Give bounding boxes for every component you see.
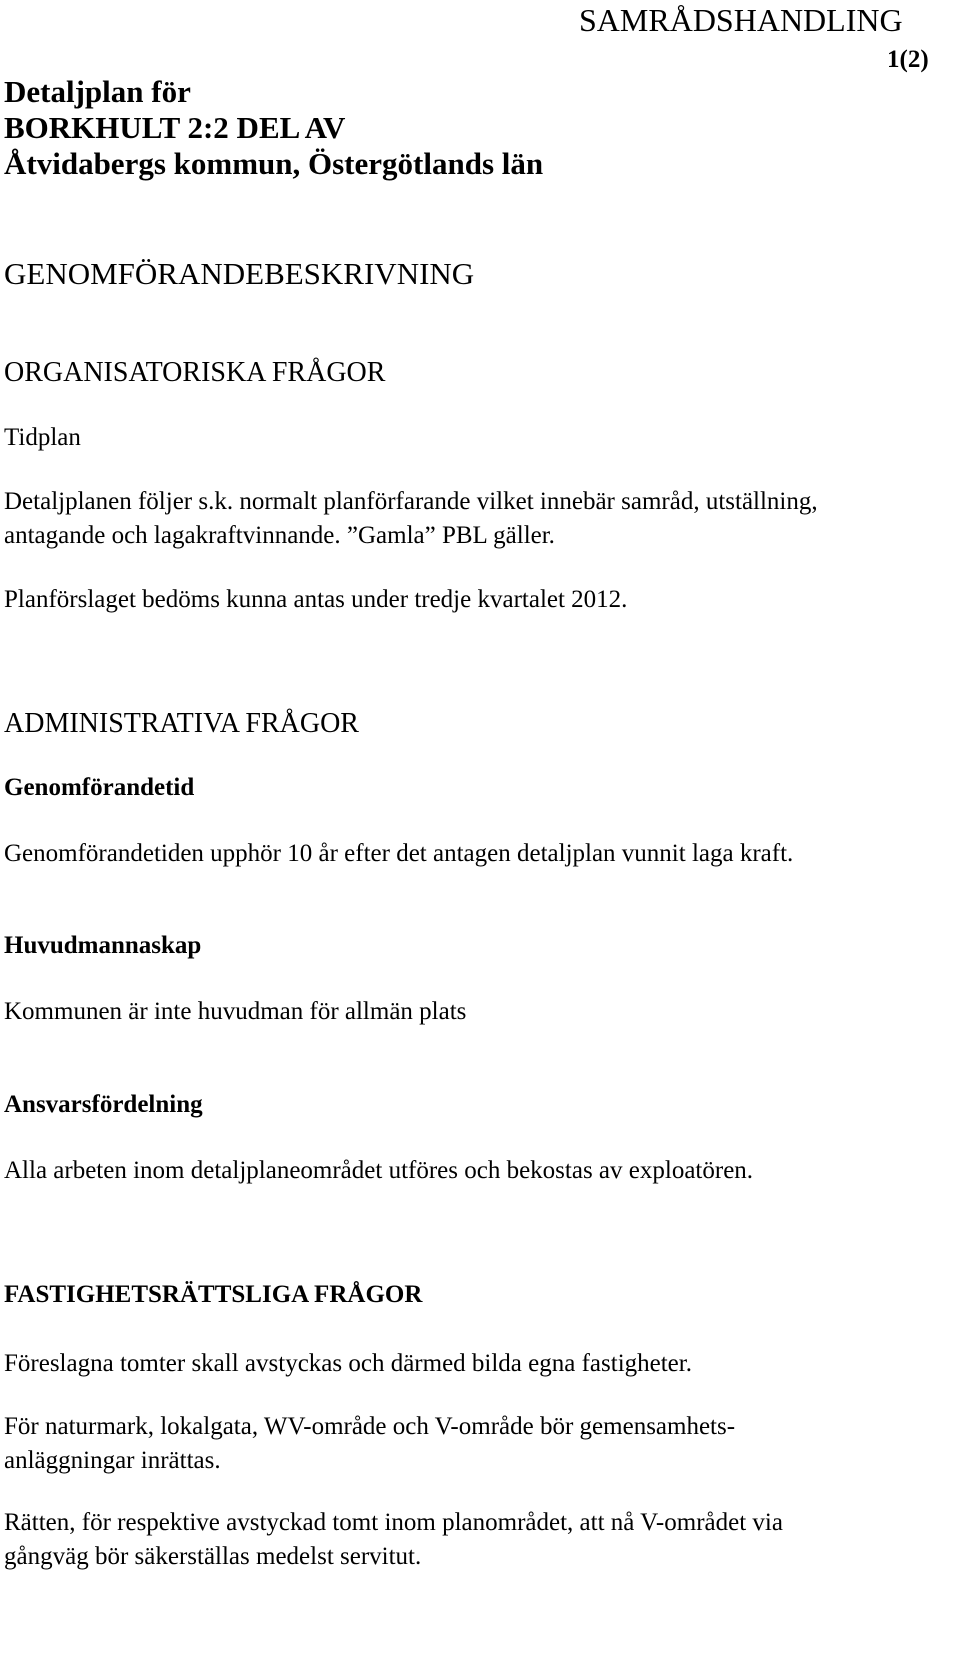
plan-title-line-1: Detaljplan för xyxy=(4,74,191,109)
subheading-genomforandetid: Genomförandetid xyxy=(4,774,195,801)
paragraph-tidplan-line-2: antagande och lagakraftvinnande. ”Gamla” PBL gäller. xyxy=(4,522,555,549)
plan-title-line-2: BORKHULT 2:2 DEL AV xyxy=(4,110,346,145)
subheading-ansvarsfordelning: Ansvarsfördelning xyxy=(4,1091,203,1118)
paragraph-ratten-line-2: gångväg bör säkerställas medelst servitut. xyxy=(4,1543,422,1570)
paragraph-planforslag: Planförslaget bedöms kunna antas under tredje kvartalet 2012. xyxy=(4,586,628,613)
subheading-huvudmannaskap: Huvudmannaskap xyxy=(4,932,202,959)
page-number: 1(2) xyxy=(887,46,929,73)
section-heading-organisatoriska: ORGANISATORISKA FRÅGOR xyxy=(4,357,386,388)
paragraph-tidplan-line-1: Detaljplanen följer s.k. normalt planförfarande vilket innebär samråd, utställning, xyxy=(4,488,818,515)
plan-title-line-3: Åtvidabergs kommun, Östergötlands län xyxy=(4,146,544,181)
document-type-label: SAMRÅDSHANDLING xyxy=(579,2,903,38)
paragraph-genomforandetid: Genomförandetiden upphör 10 år efter det antagen detaljplan vunnit laga kraft. xyxy=(4,840,794,867)
paragraph-naturmark-line-1: För naturmark, lokalgata, WV-område och V-område bör gemensamhets- xyxy=(4,1413,736,1440)
paragraph-tomter: Föreslagna tomter skall avstyckas och därmed bilda egna fastigheter. xyxy=(4,1350,692,1377)
paragraph-ratten-line-1: Rätten, för respektive avstyckad tomt inom planområdet, att nå V-området via xyxy=(4,1509,783,1536)
section-heading-administrativa: ADMINISTRATIVA FRÅGOR xyxy=(4,708,359,739)
section-heading-fastighetsrattsliga: FASTIGHETSRÄTTSLIGA FRÅGOR xyxy=(4,1281,423,1308)
subheading-tidplan: Tidplan xyxy=(4,424,81,451)
paragraph-naturmark-line-2: anläggningar inrättas. xyxy=(4,1447,221,1474)
paragraph-ansvarsfordelning: Alla arbeten inom detaljplaneområdet utföres och bekostas av exploatören. xyxy=(4,1157,754,1184)
paragraph-huvudmannaskap: Kommunen är inte huvudman för allmän plats xyxy=(4,998,467,1025)
document-title: GENOMFÖRANDEBESKRIVNING xyxy=(4,256,475,291)
